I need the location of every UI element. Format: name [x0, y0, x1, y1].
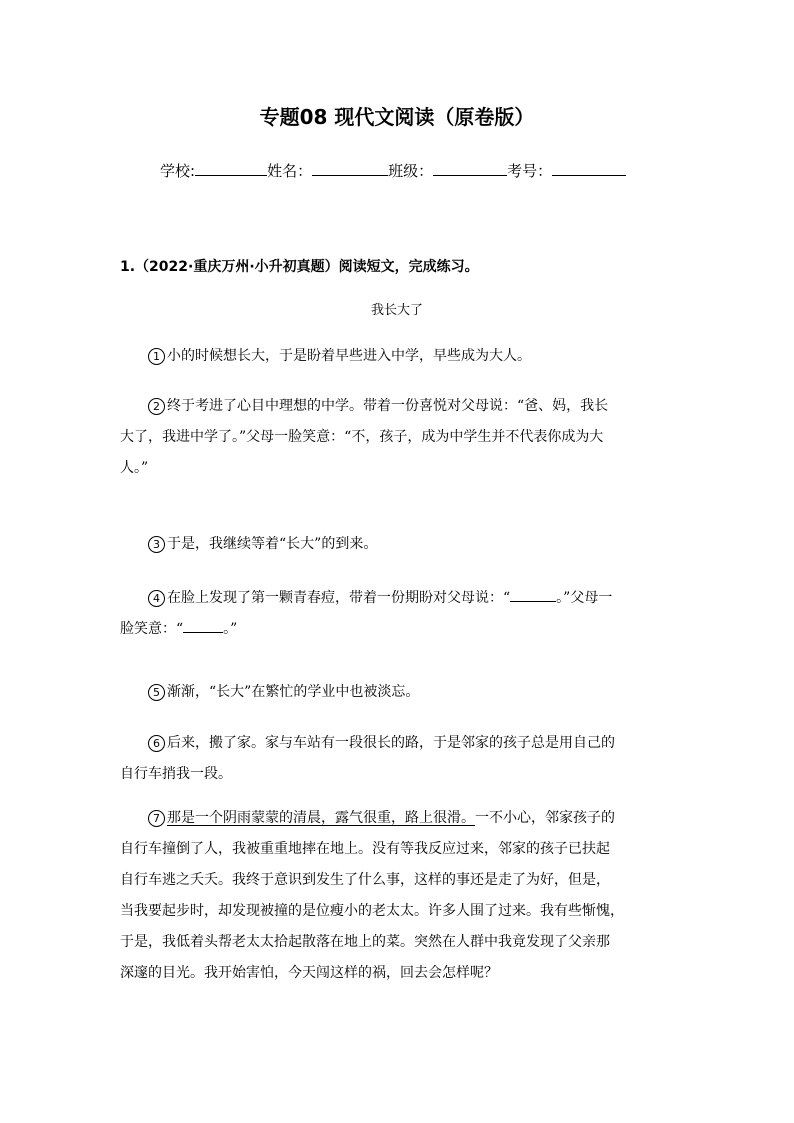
paragraph-text: 于是，我低着头帮老太太拾起散落在地上的菜。突然在人群中我竟发现了父亲那 — [120, 934, 610, 950]
paragraph-number: 5 — [148, 684, 165, 701]
paragraph-4 — [120, 583, 676, 645]
paragraph-number: 7 — [148, 810, 165, 827]
paragraph-text: 终于考进了心目中理想的中学。带着一份喜悦对父母说：“爸、妈，我长 — [167, 398, 609, 414]
essay-title: 我长大了 — [370, 303, 423, 318]
paragraph-text: 大了，我进中学了。”父母一脸笑意：“不，孩子，成为中学生并不代表你成为大 — [120, 429, 604, 445]
paragraph-text: 在脸上发现了第一颗青春痘，带着一份期盼对父母说：“ — [167, 590, 511, 606]
paragraph-text: 小的时候想长大，于是盼着早些进入中学，早些成为大人。 — [167, 348, 531, 364]
paragraph-number: 2 — [148, 398, 165, 415]
paragraph-text: 。” — [223, 621, 238, 637]
paragraph-text: 当我要起步时，却发现被撞的是位瘦小的老太太。许多人围了过来。我有些惭愧， — [120, 903, 624, 919]
paragraph-number: 3 — [148, 536, 165, 553]
answer-blank — [510, 587, 556, 602]
school-label: 学校: — [160, 162, 196, 180]
paragraph-5 — [120, 677, 676, 708]
name-label: 姓名： — [267, 162, 313, 180]
paragraph-text: 人。” — [120, 460, 149, 476]
paragraph-6 — [120, 728, 676, 790]
paragraph-text: 于是，我继续等着“长大”的到来。 — [167, 536, 378, 552]
paragraph-number: 4 — [148, 590, 165, 607]
underlined-sentence: 那是一个阴雨蒙蒙的清晨，露气很重，路上很滑。 — [167, 810, 475, 826]
school-blank — [195, 160, 267, 176]
name-blank — [312, 160, 388, 176]
paragraph-2 — [120, 391, 676, 484]
paragraph-text: 一不小心，邻家孩子的 — [475, 810, 615, 826]
paragraph-text: 自行车逃之夭夭。我终于意识到发生了什么事，这样的事还是走了为好，但是， — [120, 872, 610, 888]
paragraph-text: 自行车捎我一段。 — [120, 766, 232, 782]
exam-no-label: 考号： — [507, 162, 553, 180]
answer-blank — [183, 618, 223, 633]
class-blank — [433, 160, 507, 176]
paragraph-text: 自行车撞倒了人，我被重重地摔在地上。没有等我反应过来，邻家的孩子已扶起 — [120, 841, 610, 857]
paragraph-text: 后来，搬了家。家与车站有一段很长的路，于是邻家的孩子总是用自己的 — [167, 735, 615, 751]
paragraph-1 — [120, 341, 676, 372]
paragraph-3 — [120, 529, 676, 560]
paragraph-text: 深邃的目光。我开始害怕，今天闯这样的祸，回去会怎样呢？ — [120, 965, 498, 981]
class-label: 班级： — [388, 162, 434, 180]
exam-no-blank — [552, 160, 626, 176]
paragraph-number: 6 — [148, 735, 165, 752]
paragraph-text: 。”父母一 — [556, 590, 613, 606]
paragraph-text: 渐渐，“长大”在繁忙的学业中也被淡忘。 — [167, 684, 420, 700]
paragraph-7 — [120, 803, 676, 989]
paragraph-number: 1 — [148, 348, 165, 365]
question-prompt: 1.（2022·重庆万州·小升初真题）阅读短文，完成练习。 — [120, 259, 479, 275]
paragraph-text: 脸笑意：“ — [120, 621, 184, 637]
page-title: 专题08 现代文阅读（原卷版） — [259, 105, 535, 129]
student-info-line — [160, 160, 626, 182]
